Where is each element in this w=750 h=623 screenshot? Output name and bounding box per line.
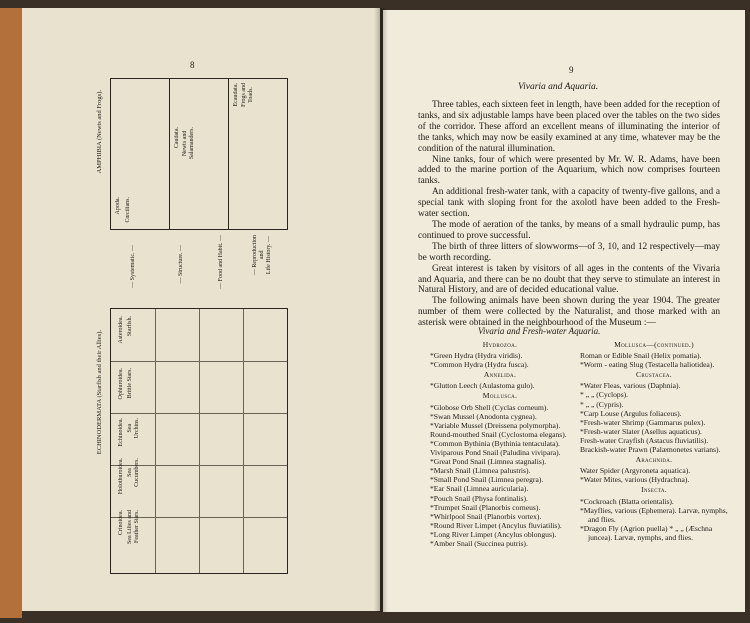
list-item: *Round River Limpet (Ancylus fluviatilis). [430,520,562,530]
book-cover-edge [0,8,22,618]
echino-col-desc: Sea Lilies and Feather Stars. [127,510,140,544]
list-item: * „ „ (Cyclops). [580,390,629,400]
list-section-heading: Mollusca. [482,391,518,401]
list-section-heading: Annelida. [483,370,517,380]
amphibia-col-name: Caudata. [174,127,180,149]
amphibia-table [110,78,288,230]
amphibia-col-desc: Newts and Salamanders. [182,127,195,160]
list-item: * „ „ (Cypris). [580,399,624,409]
list-item: *Glutton Leech (Aulastoma gulo). [430,381,535,391]
left-page-number: 8 [190,60,195,70]
list-item: *Fresh-water Slater (Asellus aquaticus). [580,426,702,436]
intro-text [418,100,720,329]
amphibia-col-desc: Frogs and Toads. [241,83,254,107]
paragraph: The following animals have been shown during the year 1904. The greater number of them were collected by the Naturalist, and those marked with an asterisk were obtained in the neighbourhood of the Museum :— [418,296,720,329]
list-item: *Green Hydra (Hydra viridis). [430,351,523,361]
list-subtitle: Vivaria and Fresh-water Aquaria. [478,326,601,336]
list-item: Brackish-water Prawn (Palæmonetes varians). [580,445,721,455]
list-item: *Amber Snail (Succinea putris). [430,538,528,548]
paragraph: The birth of three litters of slowworms—of 3, 10, and 12 respectively—may be worth recording. [418,241,720,263]
list-item: *Great Pond Snail (Limnea stagnalis). [430,457,547,467]
echino-col-desc: Sea Urchins. [127,418,140,439]
list-item: *Whirlpool Snail (Planorbis vortex). [430,511,542,521]
species-list-right [580,339,728,542]
list-item: *Trumpet Snail (Planorbis corneus). [430,502,541,512]
paragraph: An additional fresh-water tank, with a capacity of twenty-five gallons, and a special tank with sloping front for the axolotl have been added to the Fresh-water section. [418,187,720,220]
echino-col-desc: Sea Cucumbers. [127,458,140,487]
list-item: *Common Hydra (Hydra fusca). [430,360,529,370]
list-item: *Carp Louse (Argulus foliaceus). [580,408,682,418]
list-section-heading: Arachnida. [635,455,673,465]
list-item: *Variable Mussel (Dreissena polymorpha). [430,420,561,430]
list-item: *Marsh Snail (Limnea palustris). [430,466,531,476]
list-item: *Dragon Fly (Agrion puella) * „ „ (Æschna juncea). Larvæ, nymphs, and flies. [580,523,713,542]
list-item: Roman or Edible Snail (Helix pomatia). [580,351,702,361]
list-item: *Worm - eating Slug (Testacella haliotidea). [580,360,715,370]
amphibia-col-apoda [111,79,170,229]
list-item: *Globose Orb Shell (Cyclas corneum). [430,402,549,412]
section-title: Vivaria and Aquaria. [518,82,599,92]
row-label-systematic: — Systematic. — [130,245,136,288]
list-item: *Small Pond Snail (Limnea peregra). [430,475,544,485]
list-item: *Common Bythinia (Bythinia tentaculata). [430,438,560,448]
list-item: *Water Fleas, various (Daphnia). [580,381,681,391]
amphibia-col-caudata [170,79,229,229]
list-item: *Ear Snail (Limnea auricularia). [430,484,529,494]
list-item: *Cockroach (Blatta orientalis). [580,496,674,506]
list-item: *Swan Mussel (Anodonta cygnea). [430,411,537,421]
list-item: Viviparous Pond Snail (Paludina vivipara). [430,448,561,458]
species-list-left [430,339,570,548]
right-page-number: 9 [569,65,574,75]
paragraph: The mode of aeration of the tanks, by means of a small hydraulic pump, has continued to prove successful. [418,219,720,241]
echino-col-name: Ophiuroidea. [118,368,124,400]
amphibia-col-ecaudata [229,79,287,229]
paragraph: Great interest is taken by visitors of all ages in the contents of the Vivaria and Aquaria, and there can be no doubt that they serve to stimulate an interest in Natural History, and are of decided educational value. [418,263,720,296]
list-item: *Mayflies, various (Ephemera). Larvæ, nymphs, and flies. [580,505,728,524]
echinodermata-title: ECHINODERMATA (Starfish and their Allies). [96,330,103,455]
amphibia-col-name: Apoda. [115,197,121,215]
paragraph: Nine tanks, four of which were presented by Mr. W. R. Adams, have been added to the marine portion of the Aquarium, which now comprises fourteen tanks. [418,154,720,187]
echino-col-name: Echinoidea. [118,418,124,447]
amphibia-columns [111,79,287,229]
row-label-reproduction: — Reproduction and Life History. — [252,235,272,276]
list-item: Fresh-water Crayfish (Astacus fluviatilis). [580,435,709,445]
book-gutter [374,8,388,612]
amphibia-col-desc: Cœcilians. [125,197,131,223]
echino-col-name: Crinoidea. [118,510,124,536]
echino-col-name: Asteroidea. [118,316,124,344]
list-item: *Fresh-water Shrimp (Gammarus pulex). [580,417,706,427]
list-item: *Pouch Snail (Physa fontinalis). [430,493,528,503]
amphibia-title: AMPHIBIA (Newts and Frogs). [96,90,103,174]
list-item: *Water Mites, various (Hydrachna). [580,475,690,485]
list-item: *Long River Limpet (Ancylus oblongus). [430,529,557,539]
list-section-heading: Crustacea. [636,370,672,380]
list-section-heading: Insecta. [641,485,667,495]
list-item: Water Spider (Argyroneta aquatica). [580,466,691,476]
echino-col-desc: Brittle Stars. [127,368,133,399]
row-label-structure: — Structure. — [178,245,184,284]
list-section-heading: Mollusca—(continued.) [614,340,694,349]
echino-col-name: Holothuroidea. [118,458,124,495]
row-label-food-habit: — Food and Habit. — [218,235,224,289]
list-section-heading: Hydrozoa. [482,340,518,349]
amphibia-col-name: Ecaudata. [233,83,239,107]
paragraph: Three tables, each sixteen feet in length, have been added for the reception of tanks, and six adjustable lamps have been placed over the tables on the two sides of the corridor. These afford an excellent means of illuminating the interior of the tanks, which may now be easily examined at any time, whatever may be the condition of the natural illumination. [418,100,720,154]
echino-col-desc: Starfish. [127,316,133,337]
list-item: Round-mouthed Snail (Cyclostoma elegans). [430,429,567,439]
